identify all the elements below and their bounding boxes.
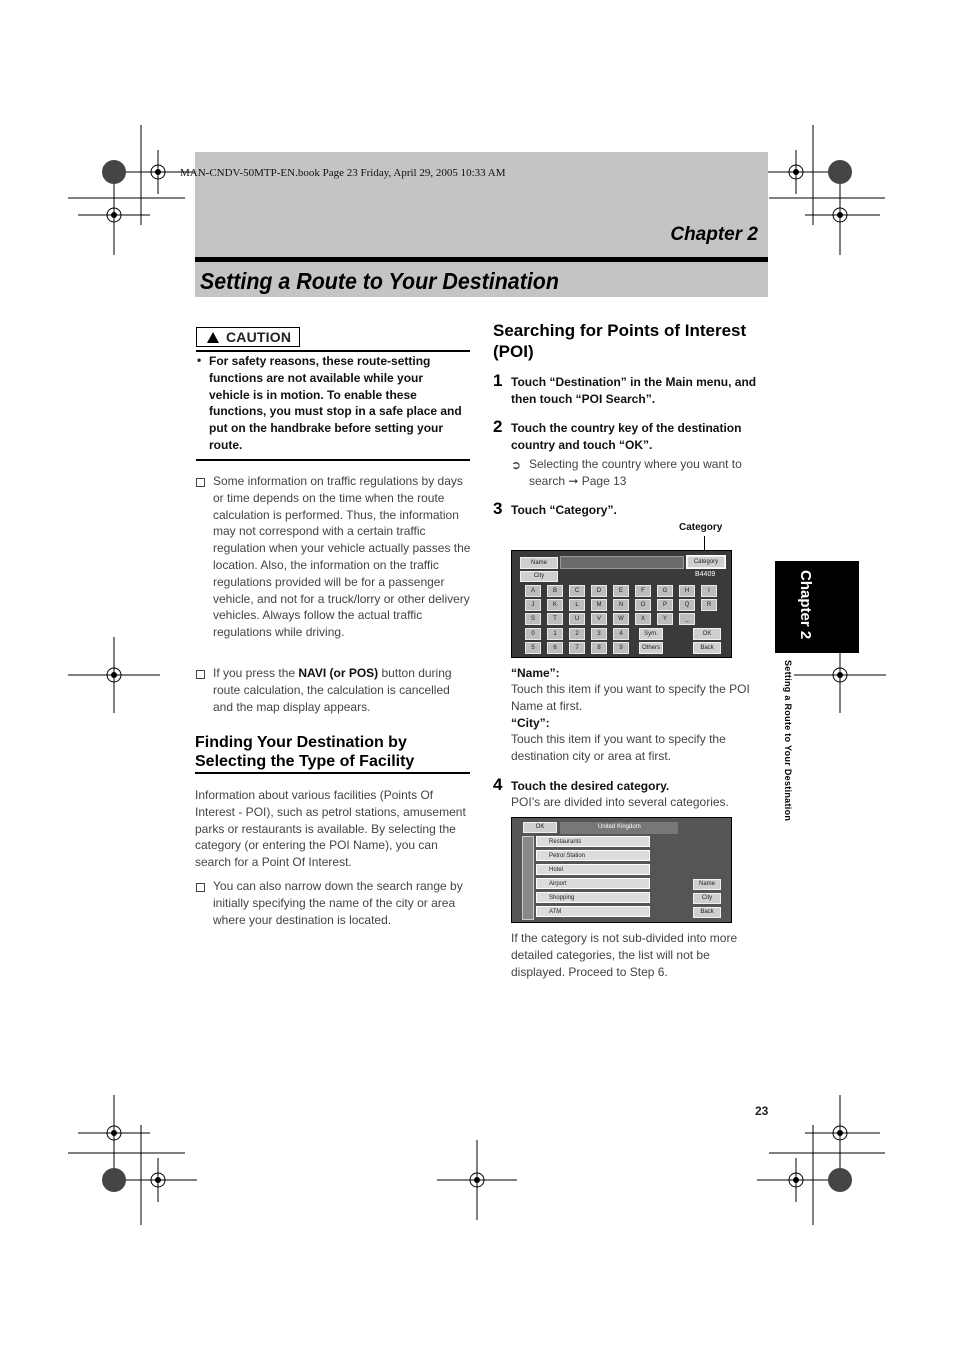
keyboard-key[interactable]: Y (657, 613, 673, 625)
ok-button[interactable]: OK (693, 628, 721, 640)
keyboard-key[interactable]: 6 (547, 642, 563, 654)
navi-button-label: NAVI (or POS) (298, 666, 379, 680)
keyboard-key[interactable]: _ (679, 613, 695, 625)
keyboard-key[interactable]: T (547, 613, 563, 625)
facility-rule (195, 772, 470, 774)
facility-paragraph: Information about various facilities (Points Of Interest - POI), such as petrol stations, amusement parks or restaurants is available. By selecting the category (or entering the POI Name), you can search for a Point Of Interest. (195, 788, 466, 870)
note-box-icon (196, 670, 205, 679)
scrollbar[interactable] (522, 836, 534, 920)
keyboard-key[interactable]: U (569, 613, 585, 625)
keyboard-key[interactable]: F (635, 585, 651, 597)
keyboard-key[interactable]: L (569, 599, 585, 611)
keyboard-key[interactable]: P (657, 599, 673, 611)
keyboard-key[interactable]: D (591, 585, 607, 597)
category-item[interactable]: Restaurants (536, 836, 650, 847)
name-button[interactable]: Name (693, 879, 721, 890)
bullet-dot: • (197, 353, 202, 367)
facility-note: You can also narrow down the search range by initially specifying the name of the city or area where your destination is located. (213, 879, 463, 927)
caution-bottom-rule (196, 459, 470, 461)
warning-icon (207, 332, 219, 343)
keyboard-key[interactable]: I (701, 585, 717, 597)
city-description: Touch this item if you want to specify the destination city or area at first. (511, 732, 726, 763)
name-label: “Name”: (511, 666, 560, 680)
note-navi: If you press the NAVI (or POS) button during route calculation, the calculation is cancelled and the map display appears. (213, 666, 452, 714)
keyboard-key[interactable]: 7 (569, 642, 585, 654)
header-rule (195, 257, 768, 262)
category-item[interactable]: Airport (536, 878, 650, 889)
note-box-icon (196, 478, 205, 487)
keyboard-key[interactable]: M (591, 599, 607, 611)
poi-heading: Searching for Points of Interest (POI) (493, 321, 747, 361)
keyboard-key[interactable]: H (679, 585, 695, 597)
country-label: United Kingdom (598, 824, 641, 830)
keyboard-key[interactable]: X (635, 613, 651, 625)
keyboard-key[interactable]: R (701, 599, 717, 611)
others-button[interactable]: Others (639, 642, 663, 654)
step-4-sub: POI’s are divided into several categories. (511, 795, 729, 809)
keyboard-key[interactable]: 5 (525, 642, 541, 654)
caution-top-rule (196, 350, 470, 352)
closing-text: If the category is not sub-divided into more detailed categories, the list will not be displayed. Proceed to Step 6. (511, 931, 738, 979)
chapter-tab-label: Chapter 2 (797, 570, 814, 640)
arrow-icon: ➲ (511, 458, 522, 472)
caution-box (196, 327, 300, 347)
name-input[interactable] (560, 556, 684, 569)
keyboard-key[interactable]: 9 (613, 642, 629, 654)
note-box-icon (196, 883, 205, 892)
step-2-text: Touch the country key of the destination country and touch “OK”. (511, 421, 742, 452)
keyboard-key[interactable]: 4 (613, 628, 629, 640)
keyboard-key[interactable]: 2 (569, 628, 585, 640)
keyboard-key[interactable]: S (525, 613, 541, 625)
category-button[interactable]: Category (687, 556, 725, 568)
category-item[interactable]: Hotel (536, 864, 650, 875)
chapter-tab (775, 561, 859, 653)
step-number: 2 (493, 417, 503, 436)
step-2-sub: Selecting the country where you want to search ➞ Page 13 (529, 457, 742, 488)
keyboard-key[interactable]: 0 (525, 628, 541, 640)
keyboard-key[interactable]: J (525, 599, 541, 611)
keyboard-key[interactable]: Q (679, 599, 695, 611)
page-number: 23 (755, 1104, 769, 1118)
step-number: 1 (493, 371, 503, 390)
symbol-button[interactable]: Sym. (639, 628, 663, 640)
name-button[interactable]: Name (520, 557, 558, 569)
city-button[interactable]: City (520, 571, 558, 582)
facility-heading: Finding Your Destination by Selecting the Type of Facility (195, 734, 415, 770)
keyboard-key[interactable]: W (613, 613, 629, 625)
keyboard-key[interactable]: G (657, 585, 673, 597)
sidebar-section-title: Setting a Route to Your Destination (783, 660, 793, 822)
keyboard-key[interactable]: 1 (547, 628, 563, 640)
category-callout: Category (679, 522, 723, 533)
category-item[interactable]: Petrol Station (536, 850, 650, 861)
step-1-text: Touch “Destination” in the Main menu, and then touch “POI Search”. (511, 375, 757, 406)
keyboard-key[interactable]: 3 (591, 628, 607, 640)
page-title: Setting a Route to Your Destination (200, 268, 559, 294)
category-item[interactable]: Shopping (536, 892, 650, 903)
keyboard-key[interactable]: C (569, 585, 585, 597)
keyboard-key[interactable]: V (591, 613, 607, 625)
city-button[interactable]: City (693, 893, 721, 904)
caution-label: CAUTION (226, 329, 292, 345)
keyboard-key[interactable]: B (547, 585, 563, 597)
keyboard-key[interactable]: K (547, 599, 563, 611)
category-screenshot (511, 817, 732, 923)
category-item[interactable]: ATM (536, 906, 650, 917)
keyboard-key[interactable]: E (613, 585, 629, 597)
city-label: “City”: (511, 716, 550, 730)
back-button[interactable]: Back (693, 642, 721, 654)
keyboard-key[interactable]: 8 (591, 642, 607, 654)
back-button[interactable]: Back (693, 907, 721, 918)
note-traffic: Some information on traffic regulations by days or time depends on the time when the route calculation is performed. Thus, the information may not correspond with a certain traffic regulation when your vehicle actually passes the location. Also, the information on the traffic regulations provided will be for a passenger vehicle, and not for a truck/lorry or other delivery vehicles. Always follow the actual traffic regulations while driving. (213, 474, 471, 640)
caution-text: For safety reasons, these route-setting functions are not available while your vehicle is in motion. To enable these functions, you must stop in a safe place and put on the handbrake before setting your route. (209, 354, 462, 452)
code-display: B4409 (695, 571, 716, 578)
keyboard-key[interactable]: O (635, 599, 651, 611)
name-description: Touch this item if you want to specify the POI Name at first. (511, 682, 750, 713)
ok-button[interactable]: OK (523, 822, 557, 833)
keyboard-screenshot (511, 550, 732, 658)
step-3-text: Touch “Category”. (511, 503, 617, 517)
keyboard-key[interactable]: A (525, 585, 541, 597)
keyboard-key[interactable]: N (613, 599, 629, 611)
book-info: MAN-CNDV-50MTP-EN.book Page 23 Friday, April 29, 2005 10:33 AM (180, 167, 506, 179)
chapter-label: Chapter 2 (670, 224, 758, 245)
step-number: 3 (493, 499, 503, 518)
step-number: 4 (493, 775, 503, 794)
step-4-text: Touch the desired category. (511, 779, 670, 793)
